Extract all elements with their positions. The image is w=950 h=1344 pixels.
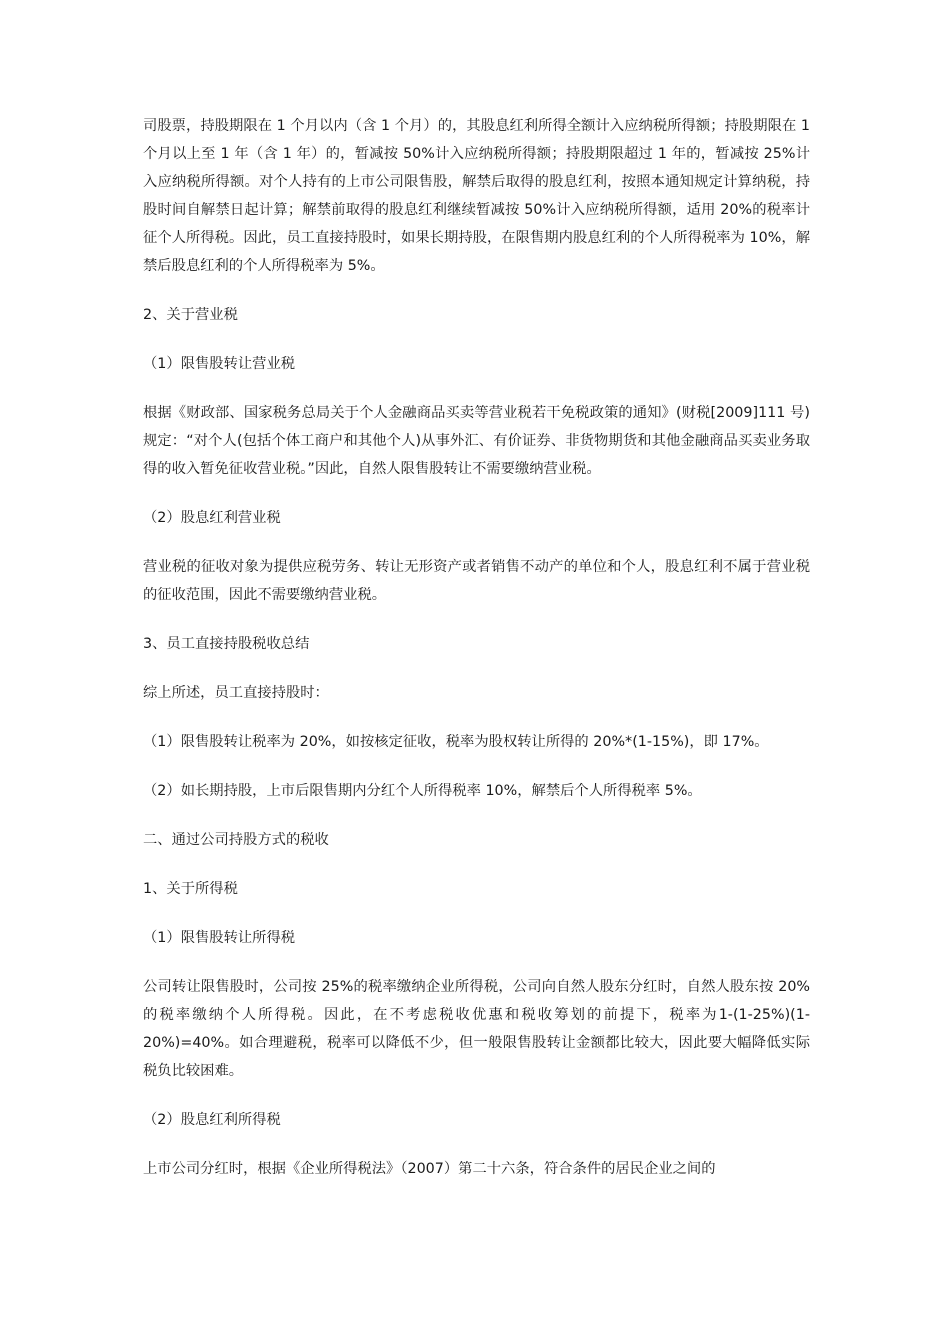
subheading-restricted-share-transfer-business-tax: （1）限售股转让营业税 xyxy=(143,356,296,372)
paragraph-summary-intro: 综上所述，员工直接持股时： xyxy=(143,685,329,701)
document-body xyxy=(143,112,810,1204)
subheading-restricted-share-transfer-income-tax: （1）限售股转让所得税 xyxy=(143,930,296,946)
paragraph-dividend-tax-holding-period: 司股票，持股期限在 1 个月以内（含 1 个月）的，其股息红利所得全额计入应纳税所得额；持股期限在 1 个月以上至 1 年（含 1 年）的，暂减按 50%计入应纳税所得额；持股期限超过 1 年的，暂减按 25%计入应纳税所得额。对个人持有的上市公司限售股，解禁后取得的股息红利，按照本通知规定计算纳税，持股时间自解禁日起计算；解禁前取得的股息红利继续暂减按 50%计入应纳税所得额，适用 20%的税率计征个人所得税。因此，员工直接持股时，如果长期持股，在限售期内股息红利的个人所得税率为 10%，解禁后股息红利的个人所得税率为 5%。 xyxy=(143,118,810,274)
subheading-dividend-business-tax: （2）股息红利营业税 xyxy=(143,510,281,526)
paragraph-summary-point-2: （2）如长期持股，上市后限售期内分红个人所得税率 10%，解禁后个人所得税率 5%。 xyxy=(143,783,702,799)
paragraph-business-tax-exemption-notice: 根据《财政部、国家税务总局关于个人金融商品买卖等营业税若干免税政策的通知》(财税[2009]111 号)规定：“对个人(包括个体工商户和其他个人)从事外汇、有价证券、非货物期货和其他金融商品买卖业务取得的收入暂免征收营业税。”因此，自然人限售股转让不需要缴纳营业税。 xyxy=(143,405,810,477)
heading-business-tax: 2、关于营业税 xyxy=(143,307,238,323)
paragraph-listed-company-dividend: 上市公司分红时，根据《企业所得税法》（2007）第二十六条，符合条件的居民企业之间的 xyxy=(143,1161,716,1177)
paragraph-company-transfer-tax-rate: 公司转让限售股时，公司按 25%的税率缴纳企业所得税，公司向自然人股东分红时，自然人股东按 20%的税率缴纳个人所得税。因此，在不考虑税收优惠和税收筹划的前提下，税率为1-(1-25%)(1-20%)=40%。如合理避税，税率可以降低不少，但一般限售股转让金额都比较大，因此要大幅降低实际税负比较困难。 xyxy=(143,979,810,1079)
paragraph-summary-point-1: （1）限售股转让税率为 20%，如按核定征收，税率为股权转让所得的 20%*(1-15%)，即 17%。 xyxy=(143,734,769,750)
heading-direct-holding-summary: 3、员工直接持股税收总结 xyxy=(143,636,310,652)
subheading-dividend-income-tax: （2）股息红利所得税 xyxy=(143,1112,281,1128)
heading-company-holding-tax: 二、通过公司持股方式的税收 xyxy=(143,832,329,848)
heading-income-tax: 1、关于所得税 xyxy=(143,881,238,897)
paragraph-dividend-not-subject-business-tax: 营业税的征收对象为提供应税劳务、转让无形资产或者销售不动产的单位和个人，股息红利不属于营业税的征收范围，因此不需要缴纳营业税。 xyxy=(143,559,810,603)
